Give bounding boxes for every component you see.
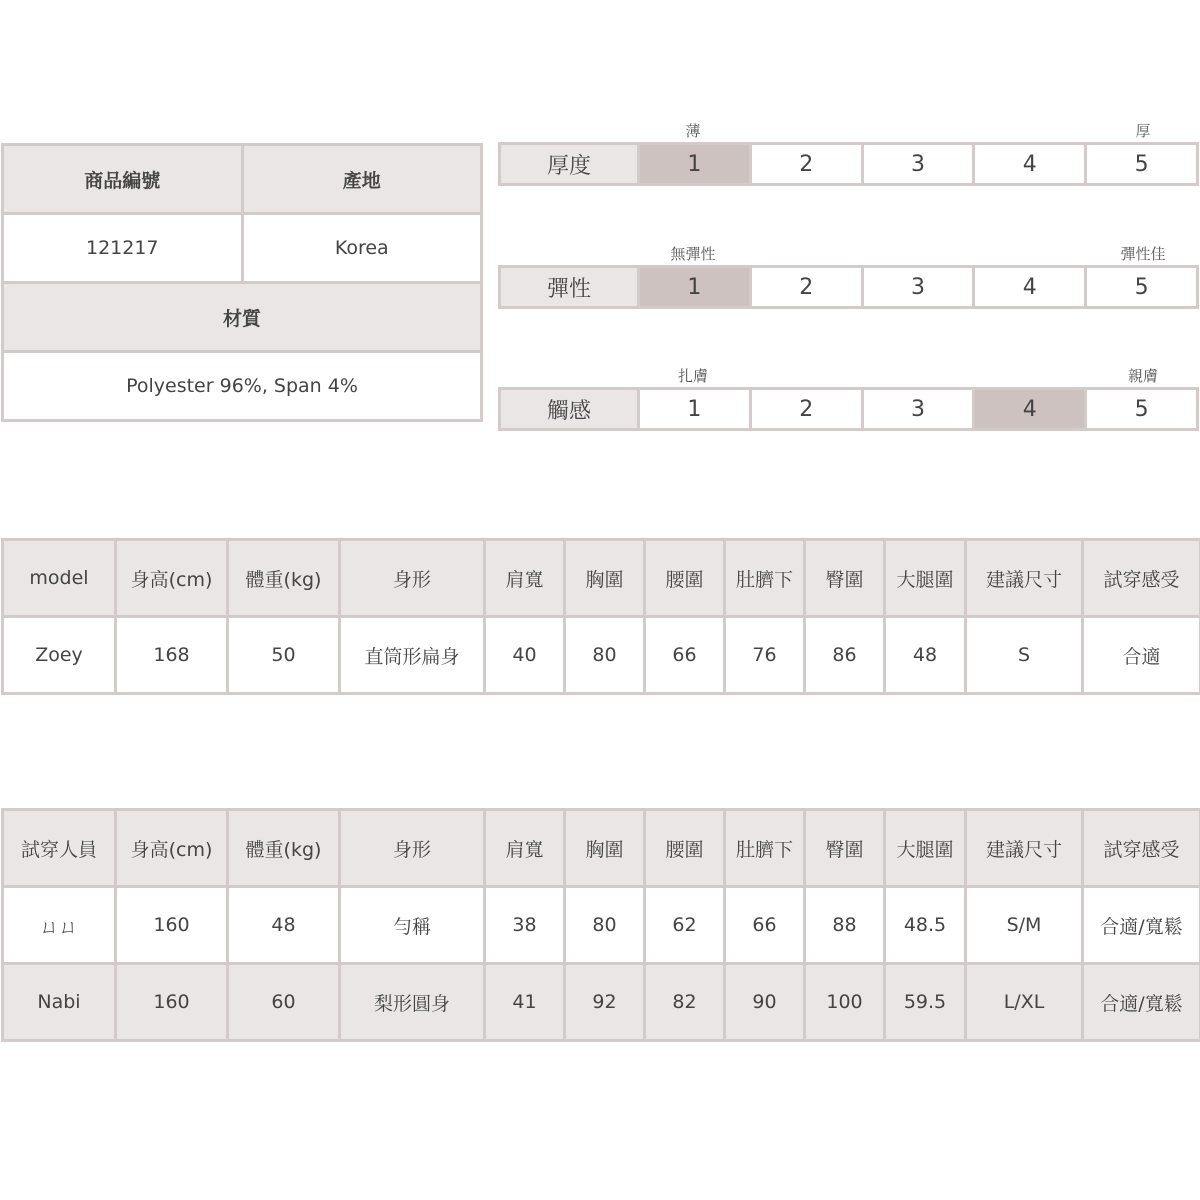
header-cell: 肚臍下 <box>725 810 805 887</box>
header-cell: 大腿圍 <box>885 540 966 617</box>
table-cell: 88 <box>805 887 885 964</box>
header-cell: 腰圍 <box>645 810 725 887</box>
table-cell: 直筒形扁身 <box>340 617 485 694</box>
scale-cell: 3 <box>862 144 974 185</box>
origin-value: Korea <box>242 214 482 283</box>
table-cell: 41 <box>485 964 565 1041</box>
table-cell: Nabi <box>3 964 116 1041</box>
elasticity-high-label: 彈性佳 <box>1120 245 1166 263</box>
header-cell: 肩寬 <box>485 540 565 617</box>
scale-cell: 4 <box>974 144 1086 185</box>
thickness-low-label: 薄 <box>685 122 701 140</box>
table-cell: 48.5 <box>885 887 966 964</box>
table-cell: 168 <box>116 617 228 694</box>
header-cell: 臀圍 <box>805 810 885 887</box>
header-cell: 腰圍 <box>645 540 725 617</box>
scale-cell: 1 <box>639 389 751 430</box>
table-cell: 48 <box>228 887 340 964</box>
scale-cell: 3 <box>862 267 974 308</box>
header-cell: 身高(cm) <box>116 810 228 887</box>
table-cell: 梨形圓身 <box>340 964 485 1041</box>
table-cell: 62 <box>645 887 725 964</box>
header-cell: 建議尺寸 <box>966 810 1083 887</box>
header-cell: 試穿人員 <box>3 810 116 887</box>
table-cell: 48 <box>885 617 966 694</box>
header-cell: 體重(kg) <box>228 810 340 887</box>
table-cell: 59.5 <box>885 964 966 1041</box>
origin-label: 產地 <box>242 145 482 214</box>
header-cell: 胸圍 <box>565 540 645 617</box>
elasticity-scale-row <box>498 265 1199 309</box>
texture-scale-row <box>498 387 1199 431</box>
material-value: Polyester 96%, Span 4% <box>3 352 482 421</box>
table-row <box>3 887 1200 964</box>
model-measurement-table <box>1 538 1200 695</box>
scale-cell: 5 <box>1086 389 1198 430</box>
scale-cell: 1 <box>639 144 751 185</box>
tester-measurement-table <box>1 808 1200 1042</box>
scale-cell: 1 <box>639 267 751 308</box>
elasticity-label: 彈性 <box>500 267 639 308</box>
table-header-row <box>3 540 1200 617</box>
table-cell: Zoey <box>3 617 116 694</box>
table-cell: S/M <box>966 887 1083 964</box>
table-cell: 92 <box>565 964 645 1041</box>
header-cell: 身形 <box>340 540 485 617</box>
texture-high-label: 親膚 <box>1127 367 1158 385</box>
header-cell: 胸圍 <box>565 810 645 887</box>
table-cell: 60 <box>228 964 340 1041</box>
header-cell: 大腿圍 <box>885 810 966 887</box>
table-cell: ㄩㄩ <box>3 887 116 964</box>
table-cell: 100 <box>805 964 885 1041</box>
table-header-row <box>3 810 1200 887</box>
product-no-label: 商品編號 <box>3 145 243 214</box>
scale-cell: 4 <box>974 267 1086 308</box>
scale-cell: 3 <box>862 389 974 430</box>
scale-cell: 2 <box>750 144 862 185</box>
texture-label: 觸感 <box>500 389 639 430</box>
thickness-label: 厚度 <box>500 144 639 185</box>
header-cell: 臀圍 <box>805 540 885 617</box>
scale-cell: 5 <box>1086 144 1198 185</box>
scale-cell: 5 <box>1086 267 1198 308</box>
table-cell: L/XL <box>966 964 1083 1041</box>
table-cell: 合適 <box>1083 617 1200 694</box>
table-cell: 76 <box>725 617 805 694</box>
elasticity-low-label: 無彈性 <box>670 245 716 263</box>
scale-cell: 2 <box>750 267 862 308</box>
table-cell: 合適/寬鬆 <box>1083 964 1200 1041</box>
table-cell: 66 <box>645 617 725 694</box>
header-cell: 試穿感受 <box>1083 810 1200 887</box>
scale-cell: 2 <box>750 389 862 430</box>
table-cell: 40 <box>485 617 565 694</box>
product-no-value: 121217 <box>3 214 243 283</box>
header-cell: 建議尺寸 <box>966 540 1083 617</box>
table-cell: 160 <box>116 887 228 964</box>
thickness-scale-row <box>498 142 1199 186</box>
header-cell: 身形 <box>340 810 485 887</box>
scale-cell: 4 <box>974 389 1086 430</box>
table-row <box>3 617 1200 694</box>
table-cell: 86 <box>805 617 885 694</box>
table-cell: 160 <box>116 964 228 1041</box>
table-cell: 勻稱 <box>340 887 485 964</box>
table-row <box>3 964 1200 1041</box>
material-label: 材質 <box>3 283 482 352</box>
table-cell: 80 <box>565 617 645 694</box>
table-cell: 82 <box>645 964 725 1041</box>
product-info-table <box>1 143 483 422</box>
header-cell: 肚臍下 <box>725 540 805 617</box>
table-cell: 38 <box>485 887 565 964</box>
table-cell: 50 <box>228 617 340 694</box>
table-cell: S <box>966 617 1083 694</box>
table-cell: 合適/寬鬆 <box>1083 887 1200 964</box>
table-cell: 90 <box>725 964 805 1041</box>
header-cell: 試穿感受 <box>1083 540 1200 617</box>
table-cell: 80 <box>565 887 645 964</box>
texture-low-label: 扎膚 <box>677 367 708 385</box>
thickness-high-label: 厚 <box>1135 122 1151 140</box>
header-cell: 體重(kg) <box>228 540 340 617</box>
header-cell: 身高(cm) <box>116 540 228 617</box>
header-cell: 肩寬 <box>485 810 565 887</box>
table-cell: 66 <box>725 887 805 964</box>
header-cell: model <box>3 540 116 617</box>
